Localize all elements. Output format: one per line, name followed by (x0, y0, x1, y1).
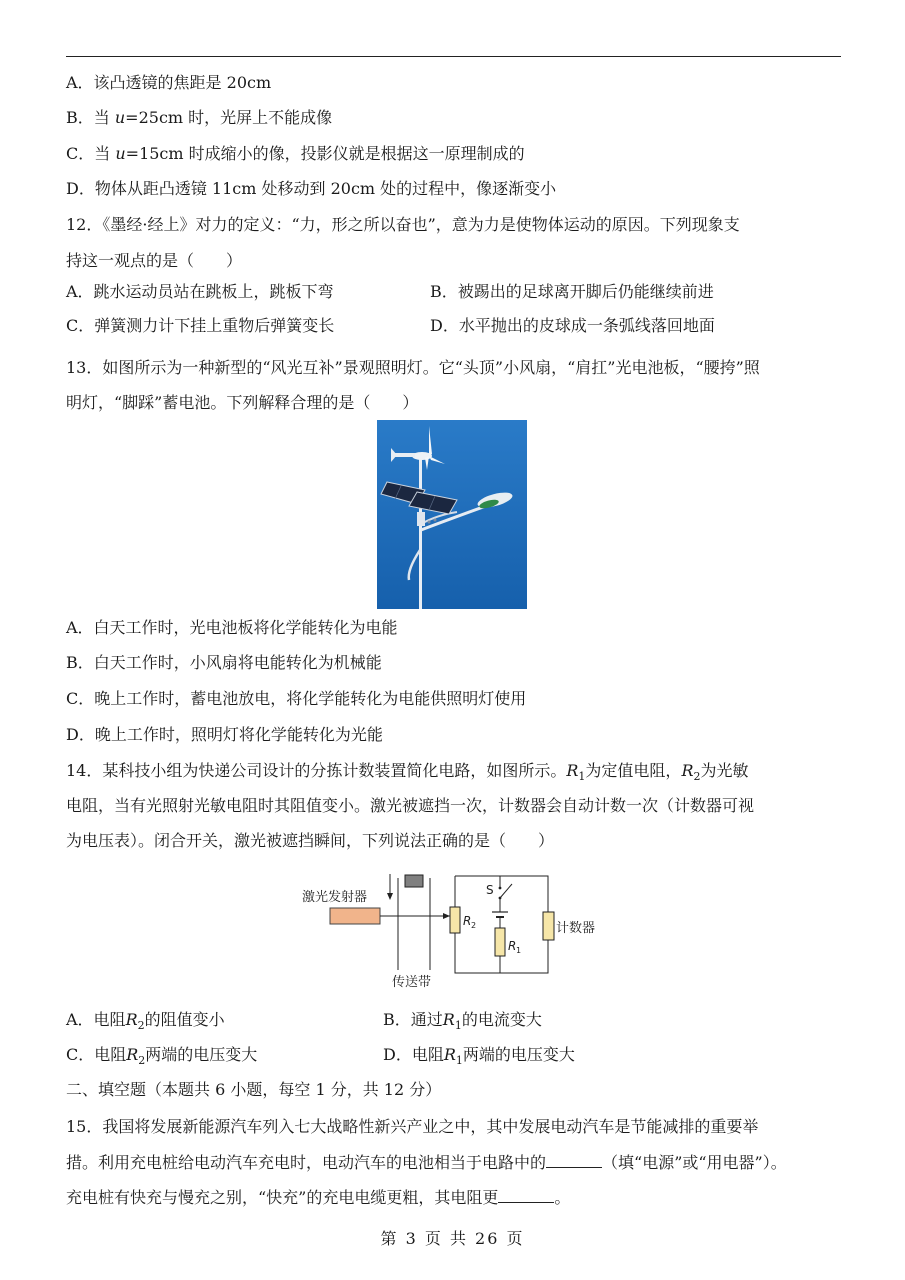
q13-option-b: B．白天工作时，小风扇将电能转化为机械能 (66, 653, 382, 672)
q12-option-c: C．弹簧测力计下挂上重物后弹簧变长 (66, 316, 335, 335)
q13-option-c: C．晚上工作时，蓄电池放电，将化学能转化为电能供照明灯使用 (66, 689, 527, 708)
q14-option-b: B．通过$R_1$的电流变大 (383, 1010, 542, 1032)
q14-stem-line2: 电阻，当有光照射光敏电阻时其阻值变小。激光被遮挡一次，计数器会自动计数一次（计数器可视 (66, 796, 755, 815)
q13-option-a: A．白天工作时，光电池板将化学能转化为电能 (66, 618, 398, 637)
laser-emitter (330, 908, 380, 924)
laser-emitter-label: 激光发射器 (302, 890, 368, 905)
street-lamp-photo (377, 420, 527, 609)
q14-option-a: A．电阻$R_2$的阻值变小 (66, 1010, 225, 1032)
belt-label: 传送带 (392, 975, 432, 990)
header-rule (66, 56, 841, 57)
q15-stem-line1: 15．我国将发展新能源汽车列入七大战略性新兴产业之中，其中发展电动汽车是节能减排的重要举 (66, 1117, 759, 1136)
svg-text:S: S (486, 883, 494, 897)
q12-stem-line2: 持这一观点的是（ ） (66, 251, 243, 270)
q11-option-d: D．物体从距凸透镜 11cm 处移动到 20cm 处的过程中，像逐渐变小 (66, 179, 557, 198)
q14-option-c: C．电阻$R_2$两端的电压变大 (66, 1045, 258, 1067)
page-footer: 第 3 页 共 26 页 (380, 1229, 525, 1248)
q11-option-b: B．当 u=25cm 时，光屏上不能成像 (66, 108, 333, 127)
q11-option-a: A．该凸透镜的焦距是 20cm (66, 73, 272, 92)
q13-stem-line1: 13．如图所示为一种新型的“风光互补”景观照明灯。它“头顶”小风扇，“肩扛”光电池板，“腰挎”照 (66, 358, 760, 377)
q14-option-d: D．电阻$R_1$两端的电压变大 (383, 1045, 575, 1067)
counter-label: 计数器 (556, 921, 596, 936)
answer-blank-2[interactable] (498, 1188, 554, 1203)
switch-s (500, 884, 512, 898)
svg-text:R: R (508, 939, 517, 953)
package-box (405, 875, 423, 887)
q14-stem-line1: 14．某科技小组为快递公司设计的分拣计数装置简化电路，如图所示。$R_1$为定值电阻，$R_2$为光敏 (66, 761, 749, 783)
q13-option-d: D．晚上工作时，照明灯将化学能转化为光能 (66, 725, 383, 744)
q14-stem-line3: 为电压表）。闭合开关，激光被遮挡瞬间，下列说法正确的是（ ） (66, 831, 555, 850)
q15-stem-line2: 措。利用充电桩给电动汽车充电时，电动汽车的电池相当于电路中的 （填“电源”或“用电器”）。 (66, 1153, 787, 1172)
circuit-diagram (300, 870, 596, 990)
q13-stem-line2: 明灯，“脚踩”蓄电池。下列解释合理的是（ ） (66, 393, 419, 412)
q12-option-d: D．水平抛出的皮球成一条弧线落回地面 (430, 316, 715, 335)
q15-stem-line3: 充电桩有快充与慢充之别，“快充”的充电电缆更粗，其电阻更 。 (66, 1188, 571, 1207)
svg-text:R: R (463, 914, 472, 928)
answer-blank-1[interactable] (546, 1153, 602, 1168)
resistor-r1 (495, 928, 505, 956)
counter-device (543, 912, 554, 940)
q12-option-b: B．被踢出的足球离开脚后仍能继续前进 (430, 282, 714, 301)
q12-option-a: A．跳水运动员站在跳板上，跳板下弯 (66, 282, 334, 301)
section-2-heading: 二、填空题（本题共 6 小题，每空 1 分，共 12 分） (66, 1080, 442, 1099)
resistor-r2 (450, 907, 460, 933)
q11-option-c: C．当 u=15cm 时成缩小的像，投影仪就是根据这一原理制成的 (66, 144, 525, 163)
svg-text:2: 2 (471, 921, 477, 930)
svg-text:1: 1 (516, 946, 522, 955)
q12-stem-line1: 12．《墨经·经上》对力的定义：“力，形之所以奋也”，意为力是使物体运动的原因。下列现象支 (66, 215, 740, 234)
